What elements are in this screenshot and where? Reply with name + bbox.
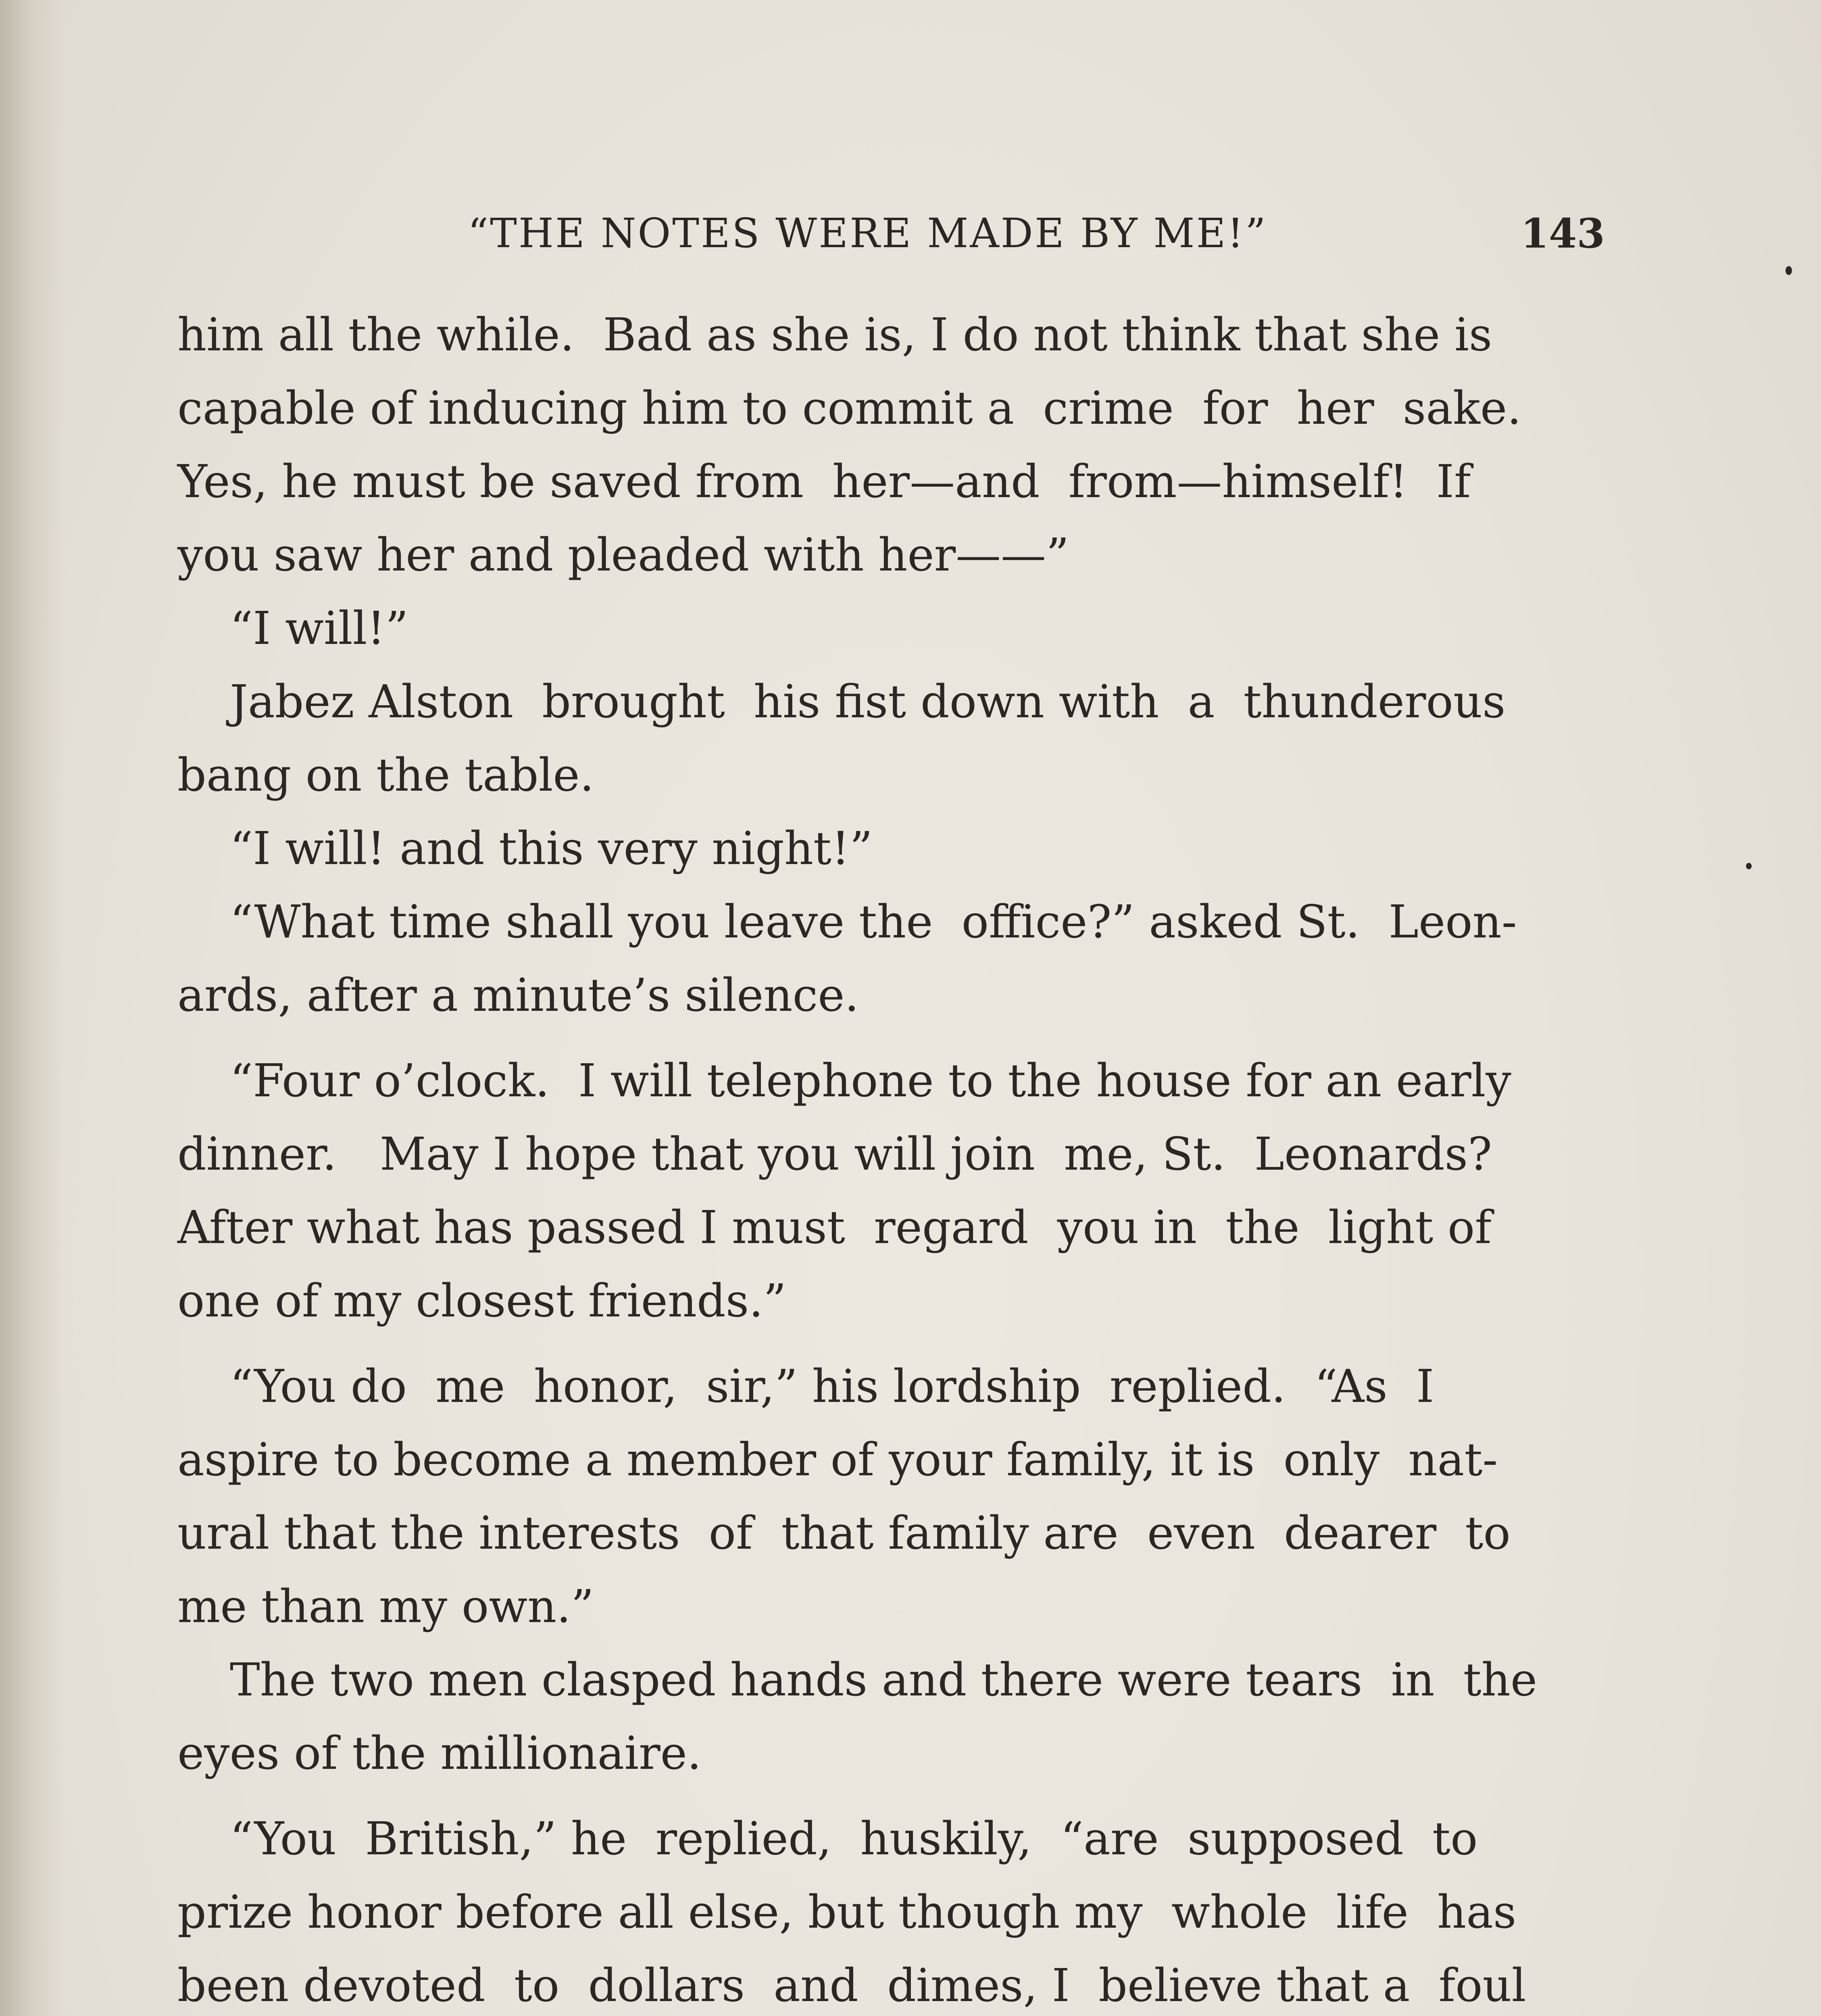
paper-speck bbox=[1746, 863, 1752, 869]
running-header bbox=[177, 210, 1605, 266]
text-line: capable of inducing him to commit a crime for her sake. bbox=[177, 382, 1521, 435]
text-line: After what has passed I must regard you in the light of bbox=[177, 1202, 1492, 1254]
text-line: prize honor before all else, but though my whole life has bbox=[177, 1886, 1517, 1939]
running-head-title: “THE NOTES WERE MADE BY ME!” bbox=[468, 210, 1267, 257]
text-line: “What time shall you leave the office?” asked St. Leon- bbox=[230, 896, 1517, 948]
paragraph-gap bbox=[177, 1338, 1605, 1350]
paragraph-gap bbox=[177, 1790, 1605, 1802]
text-line: “I will! and this very night!” bbox=[230, 823, 873, 875]
text-line: eyes of the millionaire. bbox=[177, 1727, 702, 1780]
text-line: me than my own.” bbox=[177, 1581, 594, 1633]
text-line: “You do me honor, sir,” his lordship replied. “As I bbox=[230, 1360, 1434, 1413]
text-line: “I will!” bbox=[230, 602, 408, 655]
text-line: you saw her and pleaded with her——” bbox=[177, 529, 1069, 581]
text-line: “Four o’clock. I will telephone to the house for an early bbox=[230, 1055, 1511, 1107]
spine-shadow bbox=[0, 0, 65, 2016]
text-line: Jabez Alston brought his fist down with a thunderous bbox=[230, 676, 1506, 728]
body-text bbox=[177, 298, 1605, 2016]
paper-speck bbox=[1786, 266, 1792, 275]
text-line: dinner. May I hope that you will join me, St. Leonards? bbox=[177, 1128, 1492, 1181]
text-line: been devoted to dollars and dimes, I believe that a foul bbox=[177, 1960, 1526, 2012]
text-line: The two men clasped hands and there were tears in the bbox=[230, 1654, 1538, 1706]
text-line: one of my closest friends.” bbox=[177, 1275, 787, 1327]
text-line: “You British,” he replied, huskily, “are supposed to bbox=[230, 1813, 1478, 1865]
text-line: bang on the table. bbox=[177, 749, 594, 802]
paragraph-gap bbox=[177, 1032, 1605, 1044]
text-line: Yes, he must be saved from her—and from—himself! If bbox=[177, 456, 1471, 508]
page-number: 143 bbox=[1521, 210, 1605, 257]
text-line: him all the while. Bad as she is, I do not think that she is bbox=[177, 309, 1492, 361]
text-line: ards, after a minute’s silence. bbox=[177, 969, 859, 1022]
text-line: aspire to become a member of your family, it is only nat- bbox=[177, 1434, 1498, 1486]
text-line: ural that the interests of that family are even dearer to bbox=[177, 1507, 1511, 1560]
